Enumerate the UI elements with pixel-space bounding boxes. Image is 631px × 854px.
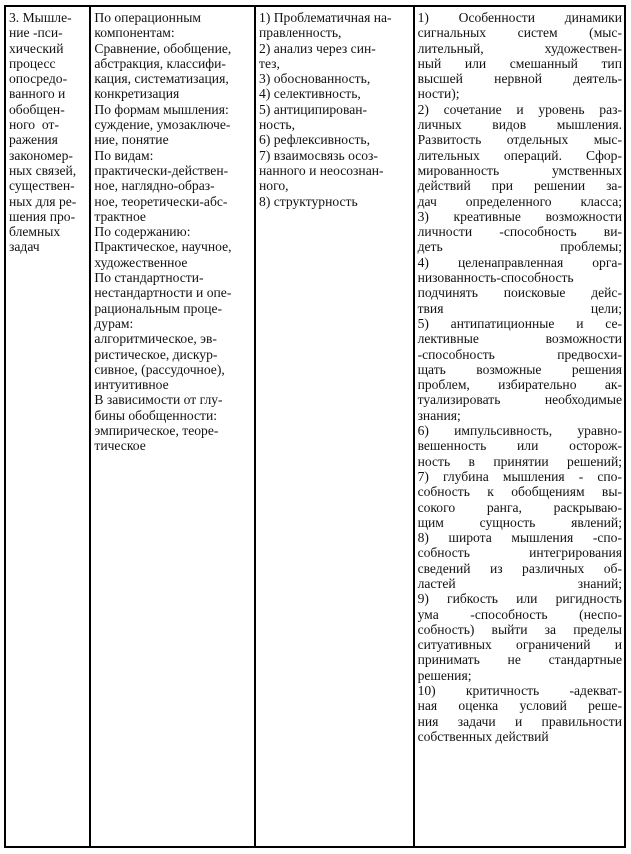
text-line: конкретизация xyxy=(94,86,180,102)
text-line: ристическое, дискур- xyxy=(94,346,218,362)
text-line: личных видов мышления. xyxy=(417,117,622,133)
text-line: 8) структурность xyxy=(259,193,358,209)
text-line: действий при решении за- xyxy=(417,178,622,194)
text-line: существен- xyxy=(9,178,75,194)
text-line: 5) антиципирован- xyxy=(259,101,368,117)
text-line: дач определенного класса; xyxy=(417,193,622,209)
text-line: тез, xyxy=(259,55,280,71)
text-line: 5) антипатиционные и се- xyxy=(417,315,622,331)
text-line: художественное xyxy=(94,254,188,270)
text-line: решения; xyxy=(417,667,472,683)
text-line: ных для ре- xyxy=(9,193,77,209)
text-line: алгоритмическое, эв- xyxy=(94,331,217,347)
text-line: ластей знаний; xyxy=(417,575,622,591)
text-line: ума -способность (неспо- xyxy=(417,606,622,622)
text-line: 4) целенаправленная орга- xyxy=(417,254,622,270)
text-line: правленность, xyxy=(259,25,342,41)
text-line: опосредо- xyxy=(9,71,68,87)
text-line: ражения xyxy=(9,132,58,148)
text-line: По формам мышления: xyxy=(94,101,229,117)
text-line: обобщен- xyxy=(9,101,65,117)
text-line: тическое xyxy=(94,438,146,454)
text-line: ния задачи и правильности xyxy=(417,713,622,729)
text-line: 6) импульсивность, уравно- xyxy=(417,423,622,439)
text-line: ное, наглядно-образ- xyxy=(94,178,215,194)
text-line: принимать не стандартные xyxy=(417,652,622,668)
text-line: ситуативных ограничений и xyxy=(417,637,622,653)
text-line: подчинять поисковые дейс- xyxy=(417,285,622,301)
text-line: высшей нервной деятель- xyxy=(417,71,622,87)
text-line: ного, xyxy=(259,178,289,194)
text-line: 9) гибкость или ригидность xyxy=(417,591,622,607)
text-line: По содержанию: xyxy=(94,224,191,240)
text-line: проблем, избирательно ак- xyxy=(417,377,622,393)
text-line: лительных операций. Сфор- xyxy=(417,147,622,163)
text-line: 10) критичность -адекват- xyxy=(417,683,622,699)
text-line: деть проблемы; xyxy=(417,239,622,255)
text-line: твия цели; xyxy=(417,300,622,316)
text-line: бины обобщенности: xyxy=(94,407,218,423)
text-line: интуитивное xyxy=(94,377,169,393)
text-line: сведений из различных об- xyxy=(417,560,622,576)
text-line: лительный, художествен- xyxy=(417,40,622,56)
text-line: ность в принятии решений; xyxy=(417,453,622,469)
text-line: 4) селективность, xyxy=(259,86,361,102)
text-line: личности -способность ви- xyxy=(417,224,622,240)
text-line: собность интегрирования xyxy=(417,545,622,561)
text-line: щим сущность явлений; xyxy=(417,514,622,530)
text-line: Развитость отдельных мыс- xyxy=(417,132,622,148)
text-line: 8) широта мышления -спо- xyxy=(417,530,622,546)
text-line: эмпирическое, теоре- xyxy=(94,423,219,439)
text-line: 3) креативные возможности xyxy=(417,208,622,224)
text-line: процесс xyxy=(9,55,56,71)
text-line: ность, xyxy=(259,117,295,133)
text-line: сигнальных систем (мыс- xyxy=(417,25,622,41)
text-line: собственных действий xyxy=(417,728,549,744)
text-line: абстракция, классифи- xyxy=(94,55,226,71)
text-line: Сравнение, обобщение, xyxy=(94,40,232,56)
text-line: ное, теоретически-абс- xyxy=(94,193,228,209)
text-line: 3) обоснованность, xyxy=(259,71,371,87)
text-line: щать возможные решения xyxy=(417,361,622,377)
text-line: сокого ранга, раскрываю- xyxy=(417,499,622,515)
text-line: ная оценка условий реше- xyxy=(417,698,622,714)
text-line: сивное, (рассудочное), xyxy=(94,361,225,377)
text-line: собность) выйти за пределы xyxy=(417,621,622,637)
text-line: 1) Особенности динамики xyxy=(417,10,622,25)
text-line: ние, понятие xyxy=(94,132,169,148)
text-line: собность к обобщениям вы- xyxy=(417,484,622,500)
text-line: 2) сочетание и уровень раз- xyxy=(417,101,622,117)
text-line: практически-действен- xyxy=(94,162,229,178)
text-line: ный или смешанный тип xyxy=(417,55,622,71)
text-line: кация, систематизация, xyxy=(94,71,229,87)
cell-operational-components xyxy=(90,6,255,847)
cell-individual-features xyxy=(414,6,625,847)
text-line: задач xyxy=(9,239,40,255)
text-line: ванного и xyxy=(9,86,66,102)
text-line: 7) взаимосвязь осоз- xyxy=(259,147,378,163)
text-line: По видам: xyxy=(94,147,154,163)
text-line: мированность умственных xyxy=(417,162,622,178)
text-line: дурам: xyxy=(94,315,134,331)
text-line: По операционным xyxy=(94,10,201,25)
text-line: 2) анализ через син- xyxy=(259,40,376,56)
text-line: ных связей, xyxy=(9,162,77,178)
text-line: Практическое, научное, xyxy=(94,239,232,255)
text-line: блемных xyxy=(9,224,61,240)
text-line: -способность предвосхи- xyxy=(417,346,622,362)
text-line: закономер- xyxy=(9,147,73,163)
text-line: шения про- xyxy=(9,208,76,224)
text-line: лективные возможности xyxy=(417,331,622,347)
text-line: ние -пси- xyxy=(9,25,63,41)
text-line: туализировать необходимые xyxy=(417,392,622,408)
text-line: рациональным проце- xyxy=(94,300,223,316)
text-line: ного от- xyxy=(9,117,59,133)
text-line: В зависимости от глу- xyxy=(94,392,223,408)
text-line: хический xyxy=(9,40,64,56)
thinking-properties-table xyxy=(4,5,626,848)
text-line: По стандартности- xyxy=(94,270,204,286)
text-line: 6) рефлексивность, xyxy=(259,132,370,148)
text-line: вешенность или осторож- xyxy=(417,438,622,454)
text-line: низованность-способность xyxy=(417,270,574,286)
text-line: нанного и неосознан- xyxy=(259,162,384,178)
text-line: ности); xyxy=(417,86,460,102)
cell-definition xyxy=(5,6,90,847)
text-line: 3. Мышле- xyxy=(9,10,72,25)
text-line: знания; xyxy=(417,407,461,423)
text-line: суждение, умозаключе- xyxy=(94,117,231,133)
text-line: нестандартности и опе- xyxy=(94,285,232,301)
cell-thinking-properties xyxy=(255,6,414,847)
text-line: 7) глубина мышления - спо- xyxy=(417,468,622,484)
table-row xyxy=(5,6,625,847)
text-line: трактное xyxy=(94,208,146,224)
text-line: компонентам: xyxy=(94,25,175,41)
text-line: 1) Проблематичная на- xyxy=(259,10,392,25)
